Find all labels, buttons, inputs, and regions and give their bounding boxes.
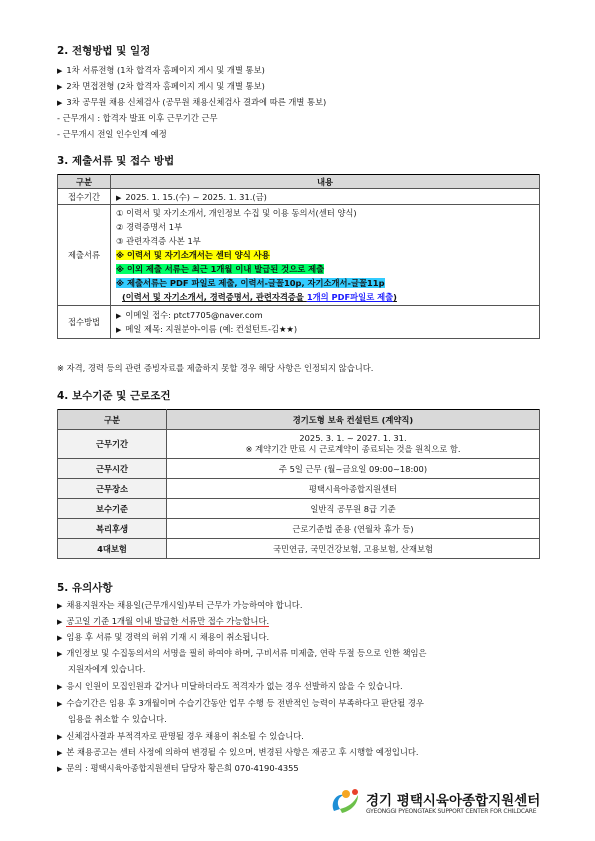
docs-item-3: ③ 관련자격증 사본 1부 (116, 236, 201, 246)
table-header-category: 구분 (58, 175, 111, 189)
submission-table (57, 174, 540, 339)
period-value: ▶ 2025. 1. 15.(수) ~ 2025. 1. 31.(금) (111, 189, 540, 205)
row-label-insurance: 4대보험 (58, 539, 167, 559)
bullet-icon: ▶ (57, 749, 63, 757)
bullet-icon: ▶ (57, 99, 63, 107)
bullet-icon: ▶ (57, 683, 63, 691)
s2-item-1: ▶ 1차 서류전형 (1차 합격자 홈페이지 게시 및 개별 통보) (57, 65, 265, 75)
docs-note-form: ※ 이력서 및 자기소개서는 센터 양식 사용 (116, 250, 270, 260)
s2-item-3: ▶ 3차 공무원 채용 신체검사 (공무원 채용신체검사 결과에 따른 개별 통보) (57, 97, 327, 107)
center-logo-icon (328, 787, 362, 817)
bullet-icon: ▶ (57, 765, 63, 773)
row-label-docs: 제출서류 (58, 205, 111, 306)
s5-item-3: ▶ 임용 후 서류 및 경력의 허위 기재 시 채용이 취소됩니다. (57, 632, 270, 642)
work-place: 평택시육아종합지원센터 (167, 479, 540, 499)
row-label-place: 근무장소 (58, 479, 167, 499)
row-label-hours: 근무시간 (58, 459, 167, 479)
welfare: 근로기준법 준용 (연월차 휴가 등) (167, 519, 540, 539)
bullet-icon: ▶ (116, 193, 122, 202)
s3-footnote: ※ 자격, 경력 등의 관련 증빙자료를 제출하지 못할 경우 해당 사항은 인정되지 않습니다. (57, 363, 374, 373)
method-email: ▶ 이메일 접수: ptct7705@naver.com (116, 310, 263, 320)
center-logo-name: 경기 평택시육아종합지원센터 (366, 793, 541, 809)
bullet-icon: ▶ (57, 634, 63, 642)
bullet-icon: ▶ (116, 312, 122, 320)
row-label-method: 접수방법 (58, 306, 111, 339)
bullet-icon: ▶ (57, 650, 63, 658)
row-label-period: 근무기간 (58, 430, 167, 459)
center-logo-subtitle: GYEONGGI PYEONGTAEK SUPPORT CENTER FOR CHILDCARE (366, 808, 537, 815)
bullet-icon: ▶ (57, 733, 63, 741)
s5-item-9: ▶ 문의 : 평택시육아종합지원센터 담당자 황은희 070-4190-4355 (57, 763, 299, 773)
s2-item-2: ▶ 2차 면접전형 (2차 합격자 홈페이지 게시 및 개별 통보) (57, 81, 265, 91)
s5-item-5: ▶ 응시 인원이 모집인원과 같거나 미달하더라도 적격자가 없는 경우 선발하지 않을 수 있습니다. (57, 681, 403, 691)
method-subject: ▶ 메일 제목: 지원분야-이름 (예: 컨설턴트-김★★) (116, 324, 298, 334)
bullet-icon: ▶ (57, 83, 63, 91)
section-3-title: 3. 제출서류 및 접수 방법 (57, 155, 175, 167)
method-content (111, 306, 540, 339)
docs-note-recent: ※ 이외 제출 서류는 최근 1개월 이내 발급된 것으로 제출 (116, 264, 325, 274)
section-5-title: 5. 유의사항 (57, 582, 113, 594)
table-header-position: 경기도형 보육 컨설턴트 (계약직) (167, 410, 540, 430)
s2-note-2: - 근무개시 전일 인수인계 예정 (57, 129, 167, 139)
row-label-period: 접수기간 (58, 189, 111, 205)
work-hours: 주 5일 근무 (월~금요일 09:00~18:00) (167, 459, 540, 479)
docs-note-single-pdf: (이력서 및 자기소개서, 경력증명서, 관련자격증을 1개의 PDF파일로 제출) (122, 292, 397, 302)
pay-standard: 일반직 공무원 8급 기준 (167, 499, 540, 519)
s5-item-1: ▶ 채용지원자는 채용일(근무개시일)부터 근무가 가능하여야 합니다. (57, 600, 303, 610)
s2-note-1: - 근무개시 : 합격자 발표 이후 근무기간 근무 (57, 113, 218, 123)
docs-note-pdf: ※ 제출서류는 PDF 파일로 제출, 이력서-글꼴10p, 자기소개서-글꼴11p (116, 278, 385, 288)
docs-content (111, 205, 540, 306)
s5-item-8: ▶ 본 채용공고는 센터 사정에 의하여 변경될 수 있으며, 변경된 사항은 재공고 후 시행할 예정입니다. (57, 747, 419, 757)
table-header-content: 내용 (111, 175, 540, 189)
table-header-category: 구분 (58, 410, 167, 430)
s5-item-7: ▶ 신체검사결과 부적격자로 판명될 경우 채용이 취소될 수 있습니다. (57, 731, 304, 741)
s5-item-4-cont: 지원자에게 있습니다. (68, 664, 146, 674)
conditions-table (57, 409, 540, 559)
section-2-title: 2. 전형방법 및 일정 (57, 45, 151, 57)
work-period: 2025. 3. 1. ~ 2027. 1. 31. ※ 계약기간 만료 시 근로계약이 종료되는 것을 원칙으로 함. (167, 430, 540, 459)
bullet-icon: ▶ (57, 67, 63, 75)
docs-item-2: ② 경력증명서 1부 (116, 222, 183, 232)
row-label-welfare: 복리후생 (58, 519, 167, 539)
center-logo (328, 787, 543, 823)
docs-item-1: ① 이력서 및 자기소개서, 개인정보 수집 및 이용 동의서(센터 양식) (116, 208, 357, 218)
s5-item-4: ▶ 개인정보 및 수집동의서의 서명을 필히 하여야 하며, 구비서류 미제출, 연락 두절 등으로 인한 책임은 (57, 648, 427, 658)
s5-item-6-cont: 임용을 취소할 수 있습니다. (68, 714, 167, 724)
bullet-icon: ▶ (57, 700, 63, 708)
s5-item-2: ▶ 공고일 기준 1개월 이내 발급한 서류만 접수 가능합니다. (57, 616, 270, 626)
section-4-title: 4. 보수기준 및 근로조건 (57, 390, 171, 402)
insurance: 국민연금, 국민건강보험, 고용보험, 산재보험 (167, 539, 540, 559)
bullet-icon: ▶ (57, 602, 63, 610)
row-label-pay: 보수기준 (58, 499, 167, 519)
bullet-icon: ▶ (116, 326, 122, 334)
s5-item-6: ▶ 수습기간은 임용 후 3개월이며 수습기간동안 업무 수행 등 전반적인 능력이 부족하다고 판단될 경우 (57, 698, 424, 708)
bullet-icon: ▶ (57, 618, 63, 626)
